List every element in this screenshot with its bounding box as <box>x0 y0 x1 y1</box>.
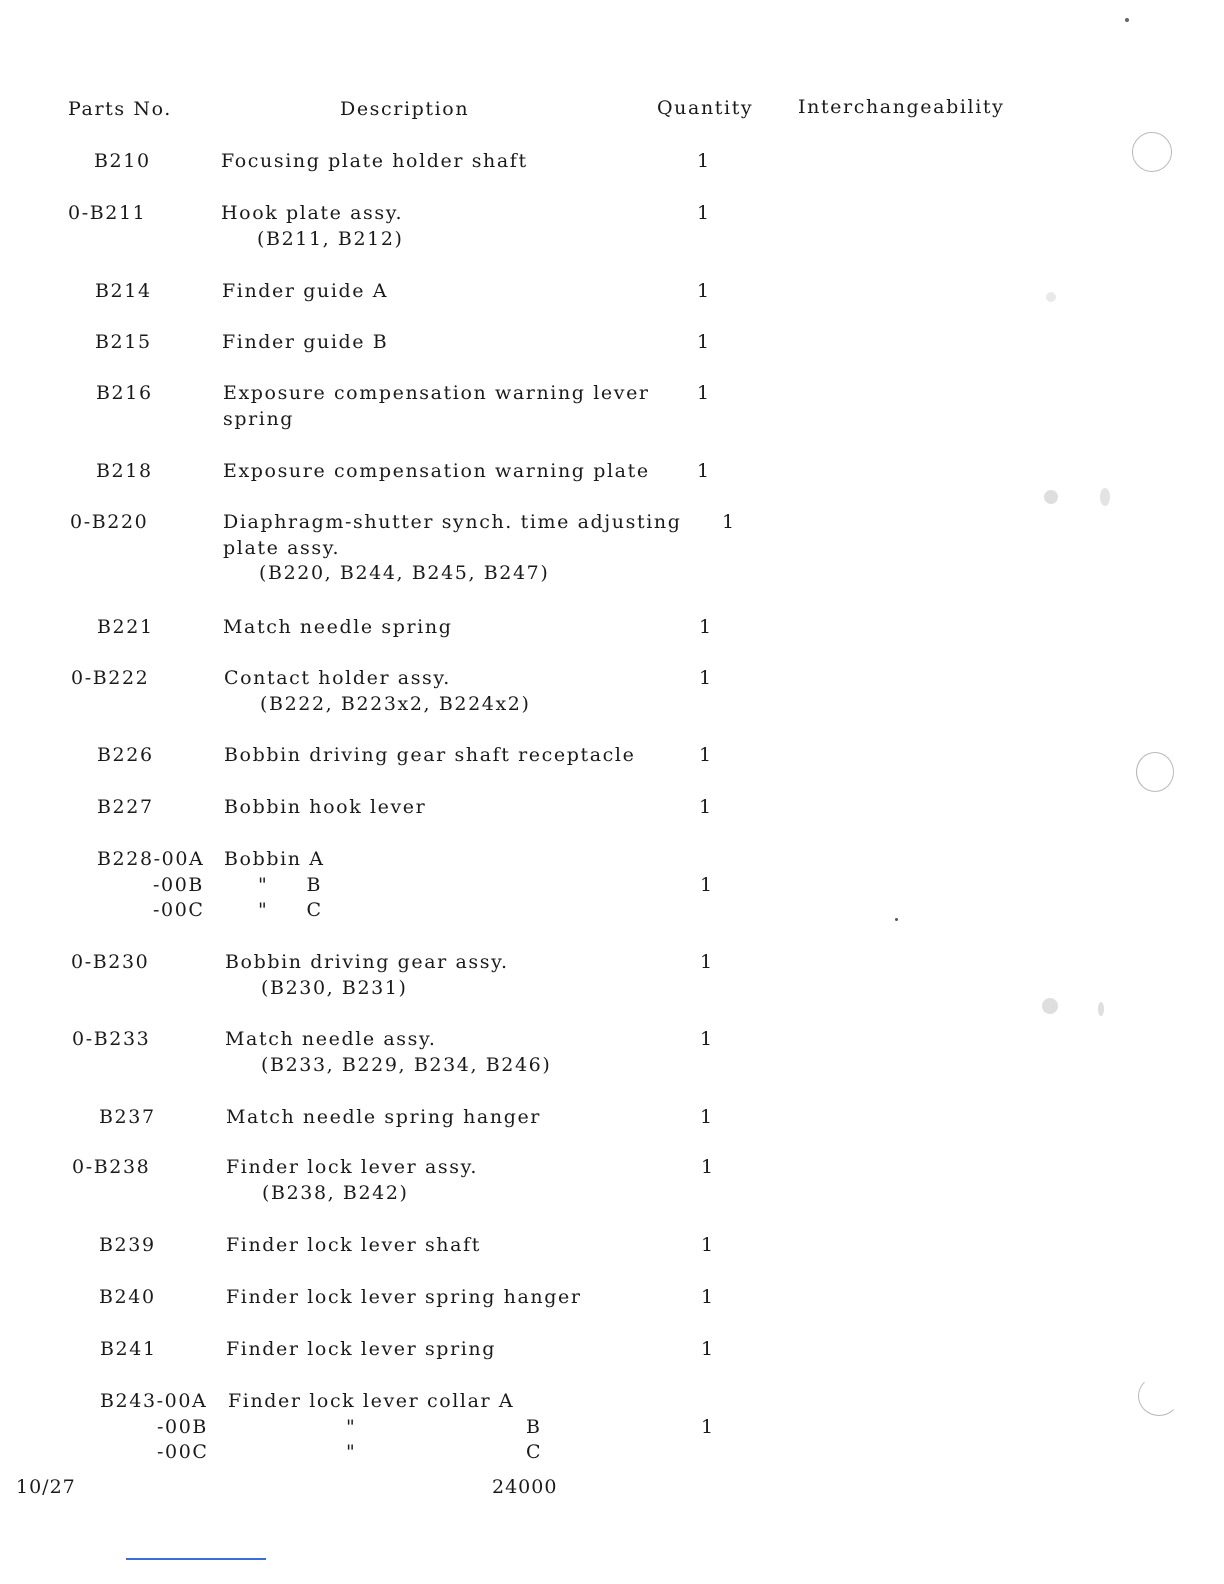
description-line: (B211, B212) <box>257 227 404 250</box>
description-line: (B222, B223x2, B224x2) <box>260 692 531 715</box>
quantity: 1 <box>699 744 713 766</box>
scan-speck <box>1044 490 1058 504</box>
part-number: B214 <box>95 280 152 302</box>
quantity: 1 <box>697 150 711 172</box>
description-line: (B233, B229, B234, B246) <box>261 1053 552 1076</box>
scan-edge-line <box>126 1558 266 1560</box>
scan-speck <box>1042 998 1058 1014</box>
scan-speck <box>1100 488 1110 506</box>
part-number: -00B <box>153 873 204 896</box>
part-number: B239 <box>99 1234 156 1256</box>
part-number: B227 <box>97 796 154 818</box>
quantity: 1 <box>697 382 711 404</box>
part-number: B243-00A <box>100 1390 208 1412</box>
description-line: Bobbin hook lever <box>224 796 427 818</box>
part-number: B215 <box>95 331 152 353</box>
description-line: (B238, B242) <box>262 1181 409 1204</box>
part-number: 0-B233 <box>72 1028 151 1050</box>
quantity: 1 <box>700 1028 714 1050</box>
description-line: Bobbin A <box>224 848 325 870</box>
scan-speck <box>895 918 898 921</box>
description-line: Hook plate assy. <box>221 202 404 224</box>
quantity: 1 <box>699 667 713 689</box>
part-number: B216 <box>96 382 153 404</box>
description-line: Finder lock lever spring hanger <box>226 1286 582 1308</box>
quantity: 1 <box>701 1156 715 1178</box>
part-number: -00B <box>157 1415 208 1438</box>
quantity: 1 <box>700 873 714 896</box>
description-line: Finder guide A <box>222 280 389 302</box>
header-quantity: Quantity <box>657 97 754 119</box>
description-line: Finder lock lever assy. <box>226 1156 479 1178</box>
part-number: B218 <box>96 460 153 482</box>
quantity: 1 <box>701 1415 715 1438</box>
description-line: spring <box>223 407 295 430</box>
quantity: 1 <box>722 511 736 533</box>
binder-hole-icon <box>1132 132 1172 172</box>
part-number: -00C <box>153 899 205 921</box>
description-line: plate assy. <box>223 536 341 559</box>
description-line: Exposure compensation warning plate <box>223 460 650 482</box>
quantity: 1 <box>697 202 711 224</box>
part-number: -00C <box>157 1441 209 1463</box>
description-line: Match needle spring hanger <box>226 1106 541 1128</box>
description-line: (B230, B231) <box>261 976 408 999</box>
part-number: 0-B230 <box>71 951 150 973</box>
description-line: Finder guide B <box>222 331 389 353</box>
scan-speck <box>1125 18 1129 22</box>
part-number: B210 <box>94 150 151 172</box>
scan-speck <box>1046 292 1056 302</box>
description-line: Match needle spring <box>223 616 453 638</box>
description-line: Focusing plate holder shaft <box>221 150 528 172</box>
part-number: 0-B238 <box>72 1156 151 1178</box>
part-number: B241 <box>100 1338 157 1360</box>
description-line: " <box>346 1441 357 1463</box>
part-number: 0-B222 <box>71 667 150 689</box>
part-number: B226 <box>97 744 154 766</box>
header-parts-no: Parts No. <box>68 98 172 120</box>
description-line: " B <box>258 873 323 896</box>
description-line: Bobbin driving gear assy. <box>225 951 509 973</box>
description-line: Finder lock lever shaft <box>226 1234 481 1256</box>
quantity: 1 <box>701 1286 715 1308</box>
description-line: Bobbin driving gear shaft receptacle <box>224 744 636 766</box>
quantity: 1 <box>697 331 711 353</box>
part-number: 0-B211 <box>68 202 147 224</box>
quantity: 1 <box>701 1234 715 1256</box>
quantity: 1 <box>699 796 713 818</box>
quantity: 1 <box>700 1106 714 1128</box>
description-line: Diaphragm-shutter synch. time adjusting <box>223 511 682 533</box>
quantity: 1 <box>697 280 711 302</box>
quantity: 1 <box>697 460 711 482</box>
binder-hole-icon <box>1138 1376 1180 1416</box>
part-number: B228-00A <box>97 848 205 870</box>
quantity: 1 <box>700 951 714 973</box>
header-interchangeability: Interchangeability <box>798 96 1005 118</box>
quantity: 1 <box>701 1338 715 1360</box>
header-description: Description <box>340 98 470 120</box>
description-line: Finder lock lever collar A <box>228 1390 515 1412</box>
part-number: B237 <box>99 1106 156 1128</box>
quantity: 1 <box>699 616 713 638</box>
description-line: Exposure compensation warning lever <box>223 382 650 404</box>
description-line: (B220, B244, B245, B247) <box>259 562 550 584</box>
description-variant: B <box>526 1415 542 1438</box>
binder-hole-icon <box>1136 752 1174 792</box>
description-variant: C <box>526 1441 543 1463</box>
part-number: 0-B220 <box>70 511 149 533</box>
description-line: " C <box>258 899 323 921</box>
document-number: 24000 <box>492 1476 558 1498</box>
part-number: B240 <box>99 1286 156 1308</box>
part-number: B221 <box>97 616 154 638</box>
page-reference: 10/27 <box>16 1476 76 1498</box>
scan-speck <box>1098 1002 1104 1016</box>
description-line: Match needle assy. <box>225 1028 437 1050</box>
description-line: Finder lock lever spring <box>226 1338 497 1360</box>
description-line: " <box>346 1415 357 1438</box>
description-line: Contact holder assy. <box>224 667 451 689</box>
